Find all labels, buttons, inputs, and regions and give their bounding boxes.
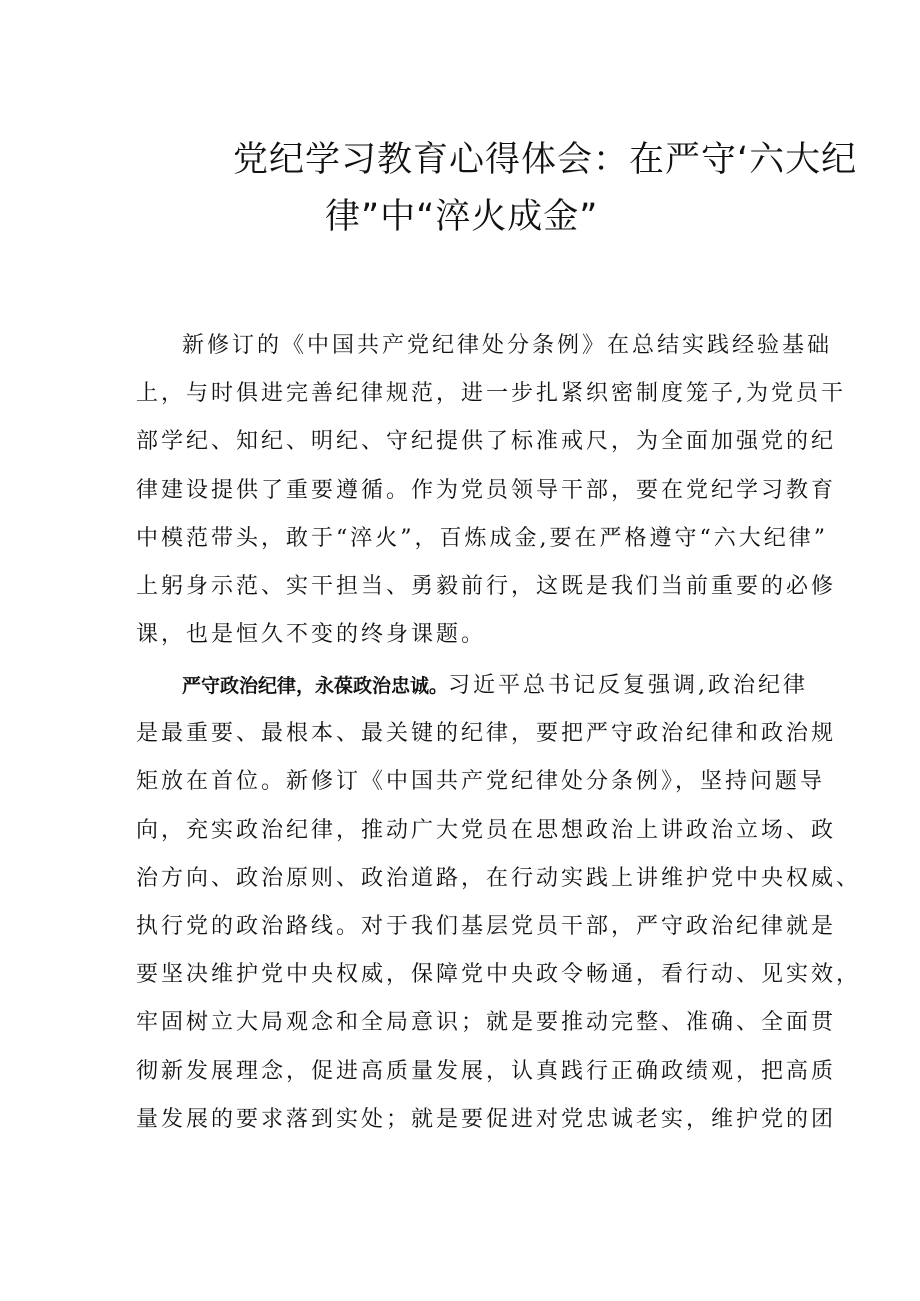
paragraph-line: 牢固树立大局观念和全局意识；就是要推动完整、准确、全面贯 [136, 1010, 837, 1036]
paragraph-line: 上躬身示范、实干担当、勇毅前行，这既是我们当前重要的必修 [136, 573, 837, 599]
paragraph-line: 治方向、政治原则、政治道路，在行动实践上讲维护党中央权威、 [136, 865, 862, 891]
paragraph-first-line [136, 662, 809, 710]
paragraph-line: 上，与时俱进完善纪律规范，进一步扎紧织密制度笼子,为党员干 [136, 381, 846, 407]
document-title-line-1: 党纪学习教育心得体会：在严守‘六大纪 [233, 140, 858, 180]
paragraph-line: 律建设提供了重要遵循。作为党员领导干部，要在党纪学习教育 [136, 477, 837, 503]
paragraph-line: 中模范带头，敢于“淬火”，百炼成金,要在严格遵守“六大纪律” [136, 525, 828, 551]
paragraph-line: 矩放在首位。新修订《中国共产党纪律处分条例》，坚持问题导 [136, 769, 826, 795]
paragraph-line: 要坚决维护党中央权威，保障党中央政令畅通，看行动、见实效， [136, 962, 862, 988]
section-lead-heading: 严守政治纪律，永葆政治忠诚。 [182, 675, 449, 697]
paragraph-line: 课，也是恒久不变的终身课题。 [136, 622, 487, 648]
paragraph-line: 部学纪、知纪、明纪、守纪提供了标准戒尺，为全面加强党的纪 [136, 429, 837, 455]
paragraph-line: 是最重要、最根本、最关键的纪律，要把严守政治纪律和政治规 [136, 721, 837, 747]
paragraph-line-rest: 习近平总书记反复强调,政治纪律 [448, 673, 809, 698]
paragraph-2 [136, 662, 862, 1144]
paragraph-line: 执行党的政治路线。对于我们基层党员干部，严守政治纪律就是 [136, 913, 837, 939]
paragraph-line: 向，充实政治纪律，推动广大党员在思想政治上讲政治立场、政 [136, 817, 837, 843]
paragraph-line: 新修订的《中国共产党纪律处分条例》在总结实践经验基础 [182, 333, 833, 358]
paragraph-1 [136, 322, 846, 659]
paragraph-line: 量发展的要求落到实处；就是要促进对党忠诚老实，维护党的团 [136, 1106, 837, 1132]
paragraph-line: 彻新发展理念，促进高质量发展，认真践行正确政绩观，把高质 [136, 1058, 837, 1084]
document-title-line-2: 律”中“淬火成金” [325, 197, 599, 237]
